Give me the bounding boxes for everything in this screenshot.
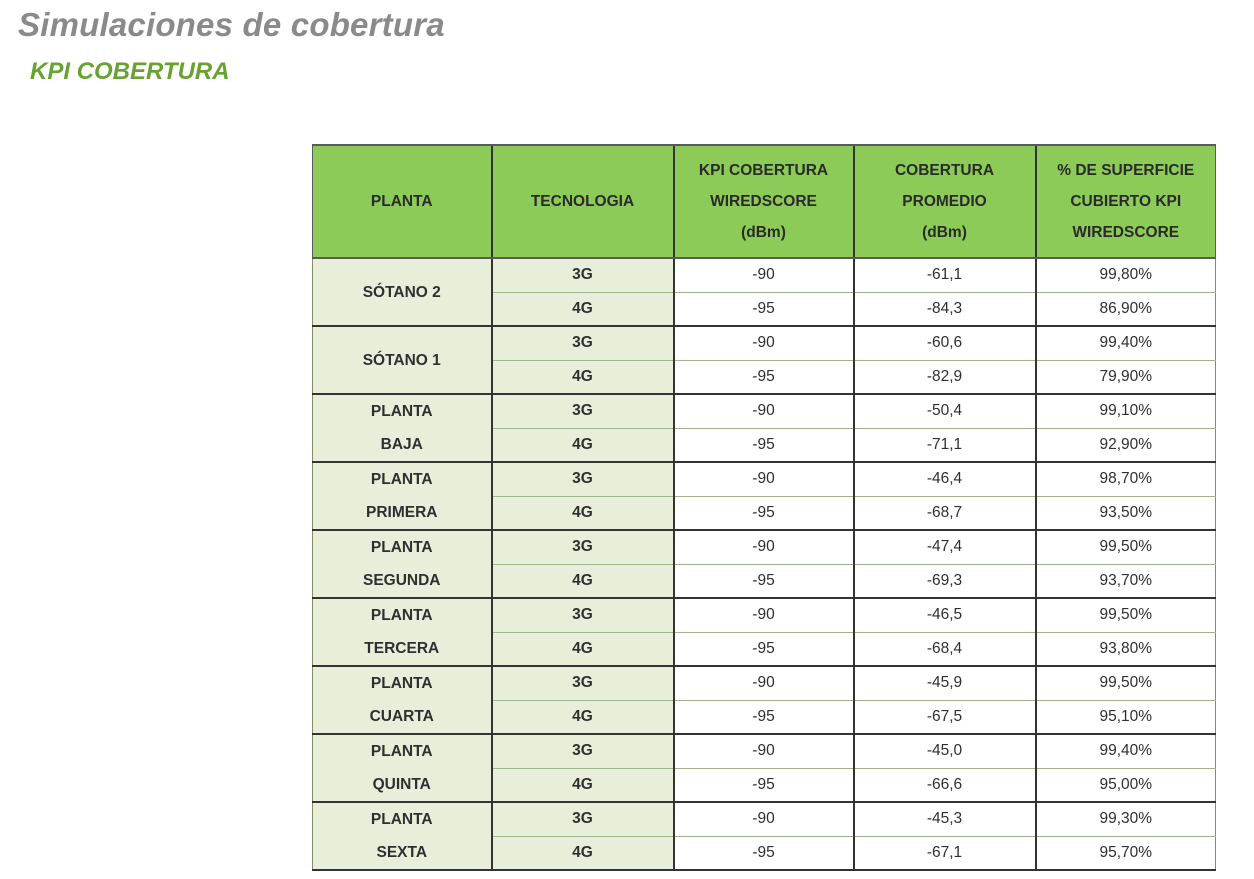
cobertura-promedio-cell: -68,4: [854, 632, 1036, 666]
cobertura-promedio-cell: -45,9: [854, 666, 1036, 700]
kpi-wiredscore-cell: -95: [674, 360, 854, 394]
superficie-cubierto-cell: 99,30%: [1036, 802, 1216, 836]
tecnologia-cell: 4G: [492, 564, 674, 598]
cobertura-promedio-cell: -68,7: [854, 496, 1036, 530]
kpi-wiredscore-cell: -95: [674, 632, 854, 666]
cobertura-promedio-cell: -66,6: [854, 768, 1036, 802]
column-header-line: WIREDSCORE: [1072, 224, 1180, 241]
superficie-cubierto-cell: 79,90%: [1036, 360, 1216, 394]
tecnologia-cell: 3G: [492, 258, 674, 292]
column-header-cobertura-promedio: [854, 145, 1036, 258]
cobertura-promedio-cell: -50,4: [854, 394, 1036, 428]
column-header-line: PLANTA: [370, 193, 433, 210]
kpi-wiredscore-cell: -90: [674, 598, 854, 632]
column-header-line: CUBIERTO KPI: [1070, 193, 1182, 210]
cobertura-promedio-cell: -82,9: [854, 360, 1036, 394]
superficie-cubierto-cell: 98,70%: [1036, 462, 1216, 496]
cobertura-promedio-cell: -71,1: [854, 428, 1036, 462]
kpi-wiredscore-cell: -95: [674, 700, 854, 734]
tecnologia-cell: 4G: [492, 428, 674, 462]
superficie-cubierto-cell: 93,80%: [1036, 632, 1216, 666]
kpi-wiredscore-cell: -95: [674, 836, 854, 870]
planta-label: PLANTA: [370, 811, 433, 828]
cobertura-promedio-cell: -60,6: [854, 326, 1036, 360]
table-row: [313, 802, 1216, 836]
planta-cell: [313, 666, 492, 734]
cobertura-promedio-cell: -61,1: [854, 258, 1036, 292]
tecnologia-cell: 4G: [492, 700, 674, 734]
tecnologia-cell: 3G: [492, 734, 674, 768]
planta-cell: [313, 394, 492, 462]
cobertura-promedio-cell: -47,4: [854, 530, 1036, 564]
cobertura-promedio-cell: -67,1: [854, 836, 1036, 870]
tecnologia-cell: 4G: [492, 632, 674, 666]
superficie-cubierto-cell: 86,90%: [1036, 292, 1216, 326]
planta-cell: [313, 258, 492, 326]
kpi-coverage-table: [312, 144, 1216, 871]
superficie-cubierto-cell: 95,10%: [1036, 700, 1216, 734]
tecnologia-cell: 3G: [492, 394, 674, 428]
table-row: [313, 598, 1216, 632]
planta-cell: [313, 462, 492, 530]
kpi-wiredscore-cell: -90: [674, 666, 854, 700]
table-body: [313, 258, 1216, 870]
kpi-wiredscore-cell: -90: [674, 258, 854, 292]
kpi-wiredscore-cell: -90: [674, 802, 854, 836]
table-row: [313, 530, 1216, 564]
column-header-line: (dBm): [922, 224, 967, 241]
kpi-wiredscore-cell: -90: [674, 326, 854, 360]
planta-label: SÓTANO 1: [362, 351, 441, 369]
column-header-line: KPI COBERTURA: [698, 162, 829, 179]
planta-label: TERCERA: [364, 640, 440, 657]
table-row: [313, 734, 1216, 768]
table-row: [313, 462, 1216, 496]
kpi-wiredscore-cell: -95: [674, 292, 854, 326]
planta-label: SEGUNDA: [362, 572, 441, 589]
tecnologia-cell: 4G: [492, 836, 674, 870]
planta-label: SÓTANO 2: [362, 283, 441, 301]
kpi-wiredscore-cell: -90: [674, 394, 854, 428]
tecnologia-cell: 3G: [492, 666, 674, 700]
table-header: [313, 145, 1216, 258]
planta-label: BAJA: [380, 436, 423, 453]
planta-label: PLANTA: [370, 471, 433, 488]
planta-label: SEXTA: [376, 844, 428, 861]
table-row: [313, 666, 1216, 700]
cobertura-promedio-cell: -84,3: [854, 292, 1036, 326]
superficie-cubierto-cell: 99,50%: [1036, 598, 1216, 632]
column-header-line: WIREDSCORE: [710, 193, 817, 210]
planta-label: PLANTA: [370, 607, 433, 624]
superficie-cubierto-cell: 99,10%: [1036, 394, 1216, 428]
column-header-line: PROMEDIO: [902, 193, 987, 210]
page-subtitle: KPI COBERTURA: [30, 58, 230, 85]
planta-cell: [313, 326, 492, 394]
planta-cell: [313, 802, 492, 870]
column-header-line: COBERTURA: [894, 162, 995, 179]
tecnologia-cell: 3G: [492, 462, 674, 496]
superficie-cubierto-cell: 93,70%: [1036, 564, 1216, 598]
table-row: [313, 258, 1216, 292]
tecnologia-cell: 3G: [492, 598, 674, 632]
superficie-cubierto-cell: 95,00%: [1036, 768, 1216, 802]
column-header-kpi-wiredscore: [674, 145, 854, 258]
header-row: [313, 145, 1216, 258]
planta-label: PLANTA: [370, 675, 433, 692]
tecnologia-cell: 4G: [492, 496, 674, 530]
planta-label: PLANTA: [370, 743, 433, 760]
kpi-wiredscore-cell: -95: [674, 428, 854, 462]
cobertura-promedio-cell: -67,5: [854, 700, 1036, 734]
planta-cell: [313, 734, 492, 802]
tecnologia-cell: 4G: [492, 360, 674, 394]
planta-label: QUINTA: [372, 776, 431, 793]
cobertura-promedio-cell: -46,5: [854, 598, 1036, 632]
tecnologia-cell: 4G: [492, 768, 674, 802]
superficie-cubierto-cell: 92,90%: [1036, 428, 1216, 462]
kpi-wiredscore-cell: -90: [674, 734, 854, 768]
tecnologia-cell: 3G: [492, 326, 674, 360]
column-header-line: % DE SUPERFICIE: [1057, 162, 1195, 179]
cobertura-promedio-cell: -45,3: [854, 802, 1036, 836]
tecnologia-cell: 4G: [492, 292, 674, 326]
cobertura-promedio-cell: -45,0: [854, 734, 1036, 768]
tecnologia-cell: 3G: [492, 530, 674, 564]
column-header-line: (dBm): [741, 224, 786, 241]
kpi-wiredscore-cell: -95: [674, 496, 854, 530]
column-header-line: TECNOLOGIA: [530, 193, 635, 210]
kpi-table-container: [312, 144, 1215, 871]
kpi-wiredscore-cell: -90: [674, 462, 854, 496]
cobertura-promedio-cell: -69,3: [854, 564, 1036, 598]
planta-label: PLANTA: [370, 403, 433, 420]
page-title: Simulaciones de cobertura: [18, 6, 445, 43]
superficie-cubierto-cell: 99,50%: [1036, 530, 1216, 564]
superficie-cubierto-cell: 99,40%: [1036, 326, 1216, 360]
superficie-cubierto-cell: 99,50%: [1036, 666, 1216, 700]
kpi-wiredscore-cell: -95: [674, 564, 854, 598]
table-row: [313, 326, 1216, 360]
planta-label: CUARTA: [369, 708, 434, 725]
kpi-wiredscore-cell: -95: [674, 768, 854, 802]
column-header-tecnologia: [492, 145, 674, 258]
superficie-cubierto-cell: 99,40%: [1036, 734, 1216, 768]
kpi-wiredscore-cell: -90: [674, 530, 854, 564]
cobertura-promedio-cell: -46,4: [854, 462, 1036, 496]
column-header-planta: [313, 145, 492, 258]
superficie-cubierto-cell: 95,70%: [1036, 836, 1216, 870]
planta-cell: [313, 598, 492, 666]
planta-label: PLANTA: [370, 539, 433, 556]
planta-cell: [313, 530, 492, 598]
table-row: [313, 394, 1216, 428]
superficie-cubierto-cell: 99,80%: [1036, 258, 1216, 292]
column-header-superficie-cubierto: [1036, 145, 1216, 258]
tecnologia-cell: 3G: [492, 802, 674, 836]
planta-label: PRIMERA: [366, 504, 438, 521]
superficie-cubierto-cell: 93,50%: [1036, 496, 1216, 530]
